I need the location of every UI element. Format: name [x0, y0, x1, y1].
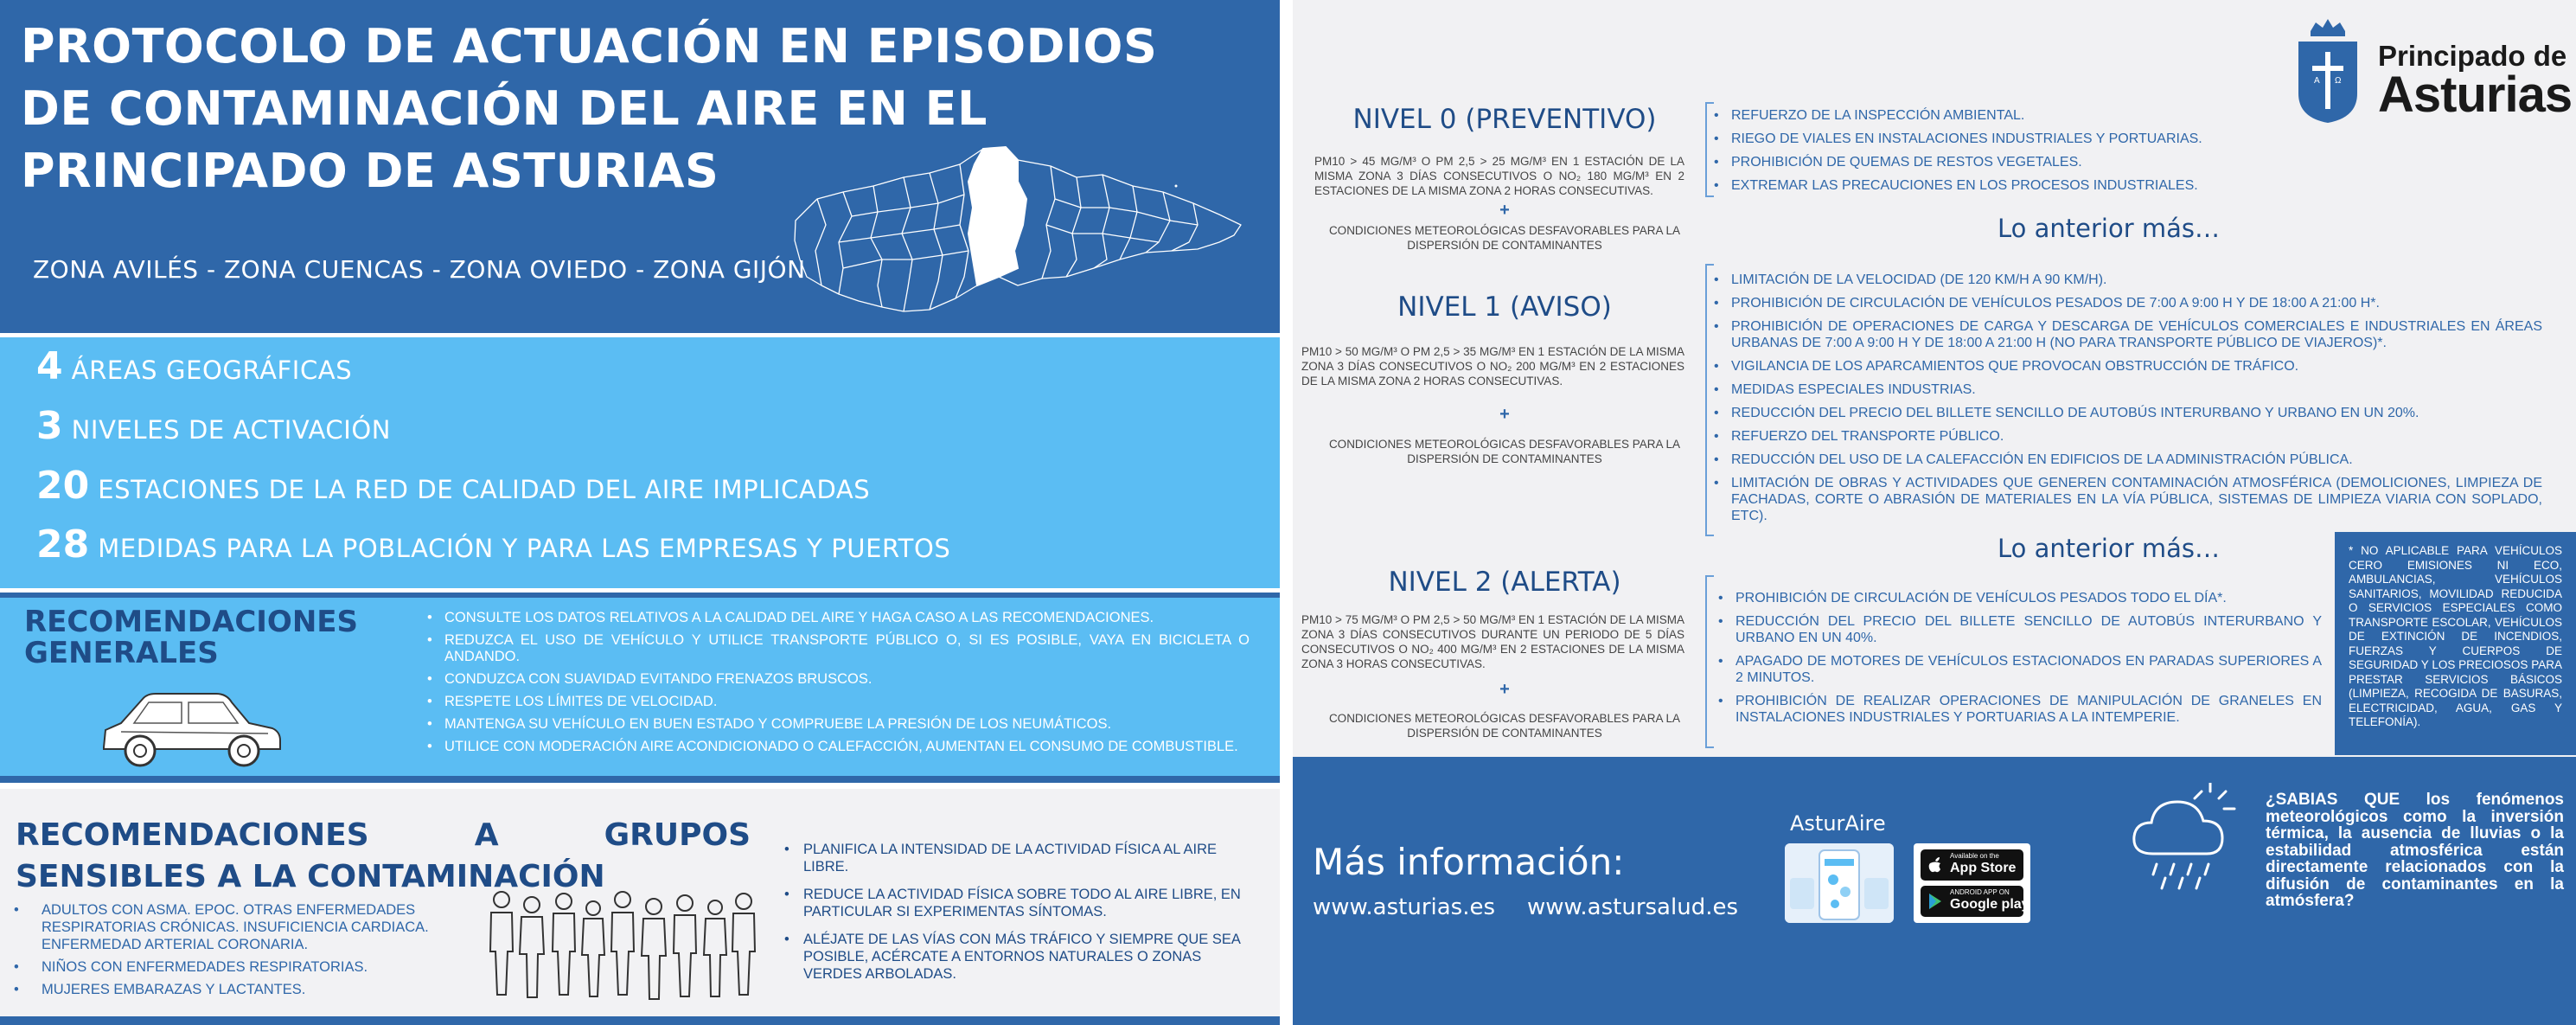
- google-play-icon: [1927, 893, 1943, 910]
- list-item: • RIEGO DE VIALES EN INSTALACIONES INDUSTRIALES Y PORTUARIAS.: [1712, 131, 2542, 147]
- level-0-criteria: PM10 > 45 ΜG/M³ O PM 2,5 > 25 ΜG/M³ EN 1 ESTACIÓN DE LA MISMA ZONA 3 DÍAS CONSECUTIVOS O NO₂ 180 ΜG/M³ EN 2 ESTACIONES DE LA MISMA ZONA 2 HORAS CONSECUTIVAS.: [1314, 155, 1684, 197]
- list-item: • VIGILANCIA DE LOS APARCAMIENTOS QUE PROVOCAN OBSTRUCCIÓN DE TRÁFICO.: [1712, 358, 2542, 375]
- list-item: • PROHIBICIÓN DE CIRCULACIÓN DE VEHÍCULOS PESADOS DE 7:00 A 9:00 H Y DE 18:00 A 21:00 H*.: [1712, 295, 2542, 311]
- activity-recommendations-list: [783, 841, 1250, 993]
- asturias-map-icon: [791, 138, 1250, 316]
- stat-text: MEDIDAS PARA LA POBLACIÓN Y PARA LAS EMPRESAS Y PUERTOS: [98, 534, 951, 563]
- list-item: • REDUCCIÓN DEL PRECIO DEL BILLETE SENCILLO DE AUTOBÚS INTERURBANO Y URBANO EN UN 20%.: [1712, 405, 2542, 421]
- list-item: • REFUERZO DE LA INSPECCIÓN AMBIENTAL.: [1712, 107, 2542, 124]
- logo-line-2: Asturias: [2378, 67, 2573, 123]
- list-item: • EXTREMAR LAS PRECAUCIONES EN LOS PROCESOS INDUSTRIALES.: [1712, 177, 2542, 194]
- rain-cloud-icon: [2127, 783, 2240, 895]
- list-item: • MEDIDAS ESPECIALES INDUSTRIAS.: [1712, 381, 2542, 398]
- title-line-3: PRINCIPADO DE ASTURIAS: [21, 144, 719, 198]
- list-item: • LIMITACIÓN DE OBRAS Y ACTIVIDADES QUE GENEREN CONTAMINACIÓN ATMOSFÉRICA (DEMOLICIONES, LIMPIEZA DE FACHADAS, CORTE O ABRASIÓN DE MATERIALES EN LA VÍA PÚBLICA, SISTEMAS DE LIMPIEZA VIARIA CON SOPLADO, ETC).: [1712, 475, 2542, 524]
- list-item: • MANTENGA SU VEHÍCULO EN BUEN ESTADO Y COMPRUEBE LA PRESIÓN DE LOS NEUMÁTICOS.: [424, 716, 1250, 733]
- level-0-conditions: CONDICIONES METEOROLÓGICAS DESFAVORABLES PARA LA DISPERSIÓN DE CONTAMINANTES: [1328, 224, 1681, 252]
- list-item: • PROHIBICIÓN DE QUEMAS DE RESTOS VEGETALES.: [1712, 154, 2542, 170]
- list-item: • REDUCCIÓN DEL USO DE LA CALEFACCIÓN EN EDIFICIOS DE LA ADMINISTRACIÓN PÚBLICA.: [1712, 452, 2542, 468]
- list-item: • PROHIBICIÓN DE REALIZAR OPERACIONES DE MANIPULACIÓN DE GRANELES EN INSTALACIONES INDUSTRIALES Y PORTUARIAS A LA INTEMPERIE.: [1716, 693, 2322, 726]
- list-item: • RESPETE LOS LÍMITES DE VELOCIDAD.: [424, 694, 1250, 710]
- plus-sign: +: [1499, 680, 1510, 699]
- list-item: • MUJERES EMBARAZAS Y LACTANTES.: [12, 981, 470, 998]
- list-item: • LIMITACIÓN DE LA VELOCIDAD (DE 120 KM/H A 90 KM/H).: [1712, 272, 2542, 288]
- title-line: RECOMENDACIONES: [24, 605, 358, 639]
- list-item: • REDUCCIÓN DEL PRECIO DEL BILLETE SENCILLO DE AUTOBÚS INTERURBANO Y URBANO EN UN 40%.: [1716, 613, 2322, 646]
- list-item: • PLANIFICA LA INTENSIDAD DE LA ACTIVIDAD FÍSICA AL AIRE LIBRE.: [783, 841, 1250, 875]
- stat-item: [36, 464, 870, 508]
- level-2-conditions: CONDICIONES METEOROLÓGICAS DESFAVORABLES PARA LA DISPERSIÓN DE CONTAMINANTES: [1328, 712, 1681, 740]
- app-store-label: App Store: [1950, 861, 2017, 875]
- list-item: • APAGADO DE MOTORES DE VEHÍCULOS ESTACIONADOS EN PARADAS SUPERIORES A 2 MINUTOS.: [1716, 653, 2322, 686]
- sensitive-groups-list: [12, 901, 470, 1003]
- plus-sign: +: [1499, 405, 1510, 424]
- svg-text:A: A: [2314, 76, 2320, 86]
- stat-item: [36, 522, 950, 567]
- stat-number: 4: [36, 344, 63, 388]
- general-recommendations-section: [0, 593, 1280, 783]
- list-item: • CONDUZCA CON SUAVIDAD EVITANDO FRENAZOS BRUSCOS.: [424, 671, 1250, 688]
- list-item: • UTILICE CON MODERACIÓN AIRE ACONDICIONADO O CALEFACCIÓN, AUMENTAN EL CONSUMO DE COMBUSTIBLE.: [424, 739, 1250, 755]
- level-1-conditions: CONDICIONES METEOROLÓGICAS DESFAVORABLES PARA LA DISPERSIÓN DE CONTAMINANTES: [1328, 438, 1681, 465]
- title-line: GENERALES: [24, 636, 219, 670]
- url-astursalud[interactable]: www.astursalud.es: [1527, 894, 1739, 920]
- app-name: AsturAire: [1790, 811, 1886, 836]
- stat-text: NIVELES DE ACTIVACIÓN: [71, 415, 392, 445]
- level-1-measures: [1712, 272, 2542, 531]
- exemption-note: * NO APLICABLE PARA VEHÍCULOS CERO EMISIONES NI ECO, AMBULANCIAS, VEHÍCULOS SANITARIOS, MOVILIDAD REDUCIDA O SERVICIOS ESPECIALES COMO TRANSPORTE ESCOLAR, VEHÍCULOS DE EXTINCIÓN DE INCENDIOS, FUERZAS Y CUERPOS DE SEGURIDAD Y LOS PRECIOSOS PARA PRESTAR SERVICIOS BÁSICOS (LIMPIEZA, RECOGIDA DE BASURAS, ELECTRICIDAD, AGUA, GAS Y TELEFONÍA).: [2335, 532, 2576, 755]
- list-item: • REDUZCA EL USO DE VEHÍCULO Y UTILICE TRANSPORTE PÚBLICO O, SI ES POSIBLE, VAYA EN BICICLETA O ANDANDO.: [424, 632, 1250, 665]
- list-item: • ALÉJATE DE LAS VÍAS CON MÁS TRÁFICO Y SIEMPRE QUE SEA POSIBLE, ACÉRCATE A ENTORNOS NATURALES O ZONAS VERDES ARBOLADAS.: [783, 931, 1250, 983]
- list-item: • CONSULTE LOS DATOS RELATIVOS A LA CALIDAD DEL AIRE Y HAGA CASO A LAS RECOMENDACIONES.: [424, 610, 1250, 626]
- level-0-title: NIVEL 0 (PREVENTIVO): [1352, 104, 1657, 135]
- svg-text:Ω: Ω: [2335, 76, 2342, 86]
- previous-plus-label: Lo anterior más…: [1998, 214, 2220, 243]
- more-info-title: Más información:: [1313, 841, 1625, 883]
- stat-item: [36, 344, 352, 388]
- sensitive-groups-title: RECOMENDACIONES A GRUPOS SENSIBLES A LA CONTAMINACIÓN: [16, 817, 751, 894]
- level-1-criteria: PM10 > 50 ΜG/M³ O PM 2,5 > 35 ΜG/M³ EN 1 ESTACIÓN DE LA MISMA ZONA 3 DÍAS CONSECUTIVOS O NO₂ 200 ΜG/M³ EN 2 ESTACIONES DE LA MISMA ZONA 2 HORAS CONSECUTIVAS.: [1301, 345, 1684, 388]
- url-asturias[interactable]: www.asturias.es: [1313, 894, 1496, 920]
- stat-number: 20: [36, 464, 90, 508]
- car-icon: [95, 680, 285, 775]
- app-store-small: Available on the: [1950, 852, 1999, 860]
- store-badges: [1914, 843, 2030, 923]
- title-line-1: PROTOCOLO DE ACTUACIÓN EN EPISODIOS: [21, 19, 1158, 74]
- general-recommendations-title: [24, 606, 358, 669]
- stat-text: ÁREAS GEOGRÁFICAS: [71, 356, 353, 385]
- apple-icon: [1927, 856, 1943, 874]
- bottom-bar: [0, 1016, 1280, 1025]
- list-item: • ADULTOS CON ASMA. EPOC. OTRAS ENFERMEDADES RESPIRATORIAS CRÓNICAS. INSUFICIENCIA CARDIACA. ENFERMEDAD ARTERIAL CORONARIA.: [12, 901, 470, 953]
- list-item: • REFUERZO DEL TRANSPORTE PÚBLICO.: [1712, 428, 2542, 445]
- google-play-label: Google play: [1950, 897, 2029, 912]
- logo-line-1: Principado de: [2378, 40, 2567, 72]
- stat-number: 28: [36, 522, 90, 567]
- app-screenshot-icon[interactable]: [1785, 843, 1894, 923]
- stat-text: ESTACIONES DE LA RED DE CALIDAD DEL AIRE IMPLICADAS: [98, 475, 871, 504]
- bracket: [1705, 575, 1714, 748]
- previous-plus-label: Lo anterior más…: [1998, 534, 2220, 563]
- plus-sign: +: [1499, 201, 1510, 220]
- level-2-criteria: PM10 > 75 ΜG/M³ O PM 2,5 > 50 ΜG/M³ EN 1 ESTACIÓN DE LA MISMA ZONA 3 DÍAS CONSECUTIVOS DURANTE UN PERIODO DE 5 DÍAS CONSECUTIVOS O NO₂ 400 ΜG/M³ EN 2 ESTACIONES DE LA MISMA ZONA 3 HORAS CONSECUTIVAS.: [1301, 613, 1684, 670]
- google-play-small: ANDROID APP ON: [1950, 888, 2010, 896]
- google-play-button[interactable]: [1921, 886, 2029, 917]
- list-item: • PROHIBICIÓN DE CIRCULACIÓN DE VEHÍCULOS PESADOS TODO EL DÍA*.: [1716, 590, 2322, 606]
- stat-number: 3: [36, 404, 63, 448]
- level-2-measures: [1716, 590, 2322, 733]
- people-group-icon: [480, 882, 765, 1003]
- zones-label: ZONA AVILÉS - ZONA CUENCAS - ZONA OVIEDO - ZONA GIJÓN: [33, 255, 806, 284]
- general-recommendations-list: [424, 610, 1250, 761]
- app-store-button[interactable]: [1921, 849, 2023, 881]
- level-2-title: NIVEL 2 (ALERTA): [1388, 567, 1621, 598]
- did-you-know-text: ¿SABIAS QUE los fenómenos meteorológicos como la inversión térmica, la ausencia de lluvias o la estabilidad atmosférica están directamente relacionados con la difusión de contaminantes en la atmósfera?: [2266, 791, 2564, 910]
- level-1-title: NIVEL 1 (AVISO): [1397, 291, 1612, 323]
- sensitive-groups-section: [0, 789, 1280, 1025]
- stat-item: [36, 404, 391, 448]
- level-0-measures: [1712, 107, 2542, 201]
- title-line-2: DE CONTAMINACIÓN DEL AIRE EN EL: [21, 81, 988, 136]
- list-item: • REDUCE LA ACTIVIDAD FÍSICA SOBRE TODO AL AIRE LIBRE, EN PARTICULAR SI EXPERIMENTAS SÍNTOMAS.: [783, 886, 1250, 920]
- list-item: • PROHIBICIÓN DE OPERACIONES DE CARGA Y DESCARGA DE VEHÍCULOS COMERCIALES E INDUSTRIALES EN ÁREAS URBANAS DE 7:00 A 9:00 H Y DE 18:00 A 21:00 H (NO PARA TRANSPORTE PÚBLICO DE VIAJEROS)*.: [1712, 318, 2542, 351]
- list-item: • NIÑOS CON ENFERMEDADES RESPIRATORIAS.: [12, 958, 470, 976]
